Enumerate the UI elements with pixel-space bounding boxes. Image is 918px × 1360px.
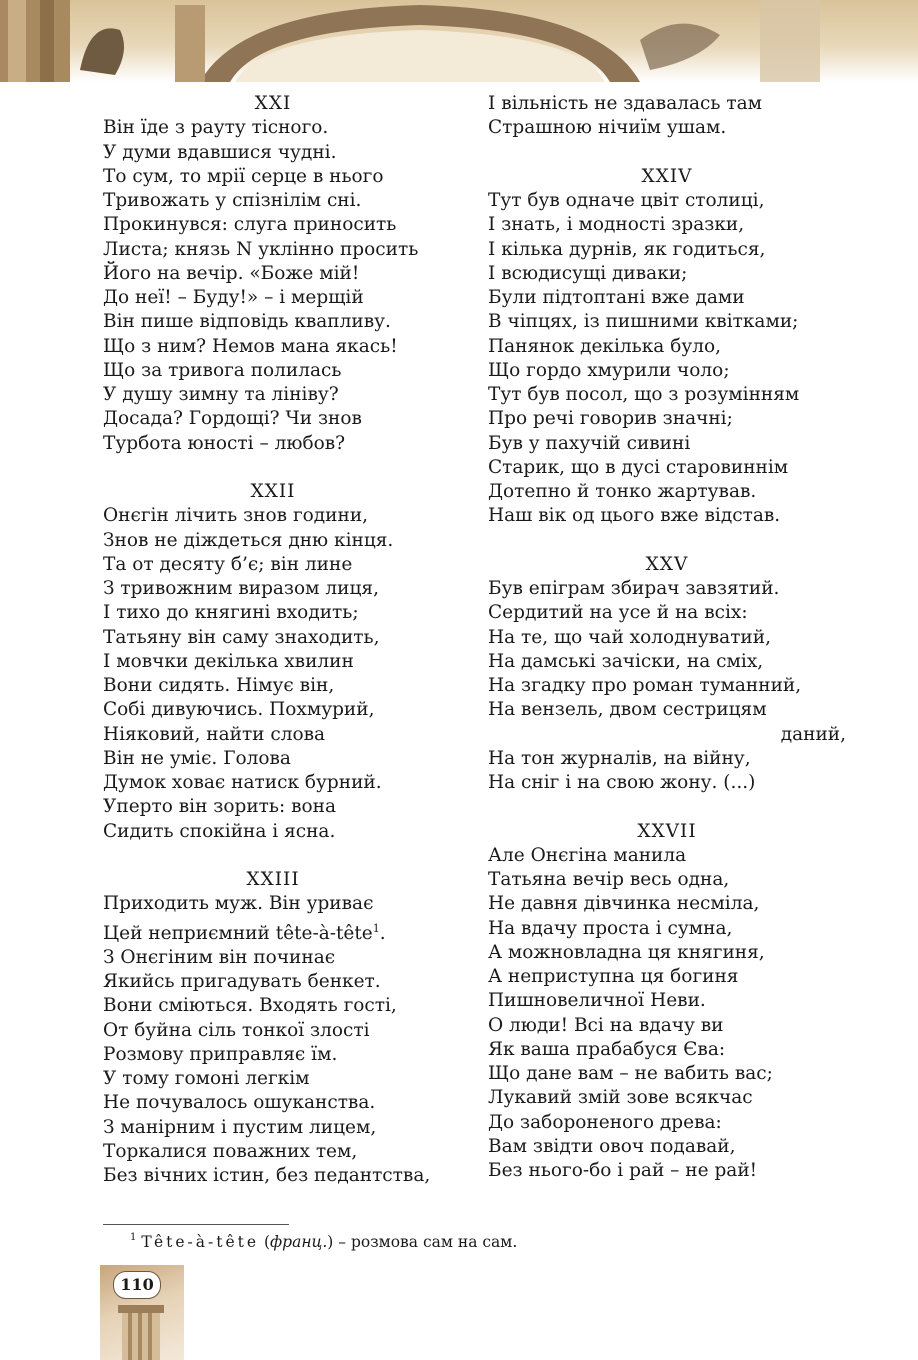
stanza-number: XXVII (637, 820, 697, 842)
page-number: 110 (113, 1271, 161, 1299)
stanza-number: XXIII (246, 869, 300, 890)
verse-line: І тихо до княгині входить; (103, 602, 359, 624)
verse-line: Лукавий змій зове всякчас (488, 1087, 753, 1109)
verse-line: З Онєгіним він починає (103, 946, 336, 968)
stanza-number: XXI (254, 93, 292, 114)
verse-line: Старик, що в дусі старовиннім (488, 456, 789, 478)
stanza-xxiii (103, 868, 443, 1188)
verse-line: Досада? Гордощі? Чи знов (103, 408, 362, 430)
verse-line: Листа; князь N уклінно просить (103, 238, 419, 260)
verse-line: Знов не діждеться дню кінця. (103, 529, 394, 551)
verse-line: Уперто він зорить: вона (103, 796, 337, 818)
verse-line: Вони сидять. Німує він, (103, 675, 335, 696)
verse-line: Дотепно й тонко жартував. (488, 481, 757, 502)
verse-line: То сум, то мрії серце в нього (103, 165, 384, 187)
verse-line: Якийсь пригадувать бенкет. (103, 971, 381, 993)
verse-line: І кілька дурнів, як годиться, (488, 238, 766, 260)
verse-line: У думи вдавшися чудні. (103, 141, 337, 163)
verse-line: І вільність не здавалась там (488, 93, 763, 114)
verse-line: Думок ховає натиск бурний. (103, 772, 382, 793)
verse-line: Що за тривога полилась (103, 359, 342, 381)
verse-line: Вони сміються. Входять гості, (103, 995, 397, 1017)
left-column (103, 92, 443, 1213)
verse-line: На вдачу проста і сумна, (488, 917, 733, 939)
verse-line: Не почувалось ошуканства. (103, 1092, 376, 1114)
verse-line: Він пише відповідь квапливу. (103, 311, 391, 333)
verse-punct: . (379, 922, 386, 944)
verse-line: Був епіграм збирач завзятий. (488, 578, 780, 599)
verse-line: В чіпцях, із пишними квітками; (488, 311, 799, 333)
verse-line: На сніг і на свою жону. (...) (488, 772, 756, 793)
verse-line: Сердитий на усе й на всіх: (488, 602, 748, 624)
stanza-xxiii-continued (488, 92, 846, 141)
verse-text: Цей неприємний tête-à-tête (103, 922, 373, 944)
stanza-number: XXIV (641, 165, 693, 187)
stanza-xxvii (488, 820, 846, 1184)
verse-line: Панянок декілька було, (488, 335, 721, 357)
header-decoration (0, 0, 918, 82)
stanza-xxi (103, 92, 443, 456)
footnote-term: Tête-à-tête (141, 1233, 260, 1251)
footnote-divider (103, 1224, 289, 1225)
verse-line: Його на вечір. «Боже мій! (103, 262, 360, 284)
footnote: $^1$ Tête-à-tête (франц.) – розмова сам на сам. (130, 1232, 518, 1251)
verse-line: Турбота юності – любов? (103, 432, 346, 454)
verse-line: Тут був одначе цвіт столиці, (488, 190, 765, 211)
verse-line: На вензель, двом сестрицям (488, 699, 767, 721)
stanza-xxv (488, 553, 846, 796)
verse-line: До неї! – Буду!» – і мерщій (103, 287, 364, 308)
verse-line: Про речі говорив значні; (488, 408, 733, 430)
verse-line: Вам звідти овоч подавай, (488, 1135, 736, 1157)
verse-line: Без нього-бо і рай – не рай! (488, 1160, 758, 1181)
verse-line: І всюдисущі диваки; (488, 262, 688, 284)
verse-line: З тривожним виразом лиця, (103, 578, 379, 599)
verse-line: У тому гомоні легкім (103, 1068, 310, 1090)
verse-line: Не давня дівчинка несміла, (488, 893, 760, 915)
verse-line: Собі дивуючись. Похмурий, (103, 699, 375, 721)
verse-line: На те, що чай холоднуватий, (488, 626, 771, 648)
verse-line: А неприступна ця богиня (488, 966, 739, 987)
stanza-number: XXII (250, 481, 296, 502)
right-column (488, 92, 846, 1208)
verse-line: Без вічних істин, без педантства, (103, 1165, 431, 1187)
verse-line: Що з ним? Немов мана якась! (103, 335, 398, 357)
verse-line-with-footnote (103, 917, 443, 946)
verse-line: О люди! Всі на вдачу ви (488, 1014, 724, 1036)
verse-line: З манірним і пустим лицем, (103, 1116, 377, 1138)
verse-line: Але Онєгіна манила (488, 844, 687, 866)
verse-line: Наш вік од цього вже відстав. (488, 505, 781, 527)
verse-line: На дамські зачіски, на сміх, (488, 650, 764, 672)
verse-line: Торкалися поважних тем, (103, 1140, 358, 1162)
verse-line: Що гордо хмурили чоло; (488, 359, 730, 381)
verse-line: І знать, і модності зразки, (488, 214, 745, 236)
verse-line: Прокинувся: слуга приносить (103, 214, 397, 236)
verse-line: На тон журналів, на війну, (488, 747, 751, 769)
verse-line: Та от десяту б’є; він лине (103, 553, 353, 575)
stanza-number: XXV (645, 553, 689, 575)
verse-line: Ніяковий, найти слова (103, 723, 326, 745)
verse-line: Що дане вам – не вабить вас; (488, 1063, 773, 1084)
verse-line: Пишновеличної Неви. (488, 990, 706, 1012)
verse-line: От буйна сіль тонкої злості (103, 1019, 370, 1041)
verse-line: Як ваша прабабуся Єва: (488, 1038, 726, 1060)
footnote-language: франц. (270, 1233, 328, 1251)
footnote-mark: 1 (130, 1232, 137, 1243)
stanza-xxii (103, 480, 443, 844)
footnote-ref: 1 (372, 921, 380, 935)
verse-line: Татьяна вечір весь одна, (488, 869, 730, 890)
stanza-xxiv (488, 165, 846, 529)
verse-line: Приходить муж. Він уриває (103, 893, 374, 915)
verse-line: Він їде з рауту тісного. (103, 117, 329, 139)
verse-line: У душу зимну та лініву? (103, 384, 339, 405)
verse-line-continuation: даний, (780, 723, 846, 745)
verse-line: Він не уміє. Голова (103, 747, 291, 769)
verse-line: Тут був посол, що з розумінням (488, 384, 800, 405)
verse-line: Татьяну він саму знаходить, (103, 626, 380, 648)
footnote-text: – розмова сам на сам. (333, 1233, 518, 1251)
verse-line: Були підтоптані вже дами (488, 287, 745, 308)
header-architecture-image (0, 0, 918, 82)
verse-line: Був у пахучій сивині (488, 432, 691, 454)
verse-line: Розмову приправляє їм. (103, 1043, 338, 1065)
verse-line: Тривожать у спізнілім сні. (103, 190, 362, 211)
verse-line: Страшною нічиїм ушам. (488, 117, 727, 139)
verse-line: Сидить спокійна і ясна. (103, 820, 336, 842)
verse-line: А можновладна ця княгиня, (488, 941, 765, 963)
verse-line: До забороненого древа: (488, 1111, 722, 1133)
verse-line: Онєгін лічить знов години, (103, 505, 369, 527)
verse-line: І мовчки декілька хвилин (103, 650, 354, 672)
verse-line: На згадку про роман туманний, (488, 675, 802, 696)
